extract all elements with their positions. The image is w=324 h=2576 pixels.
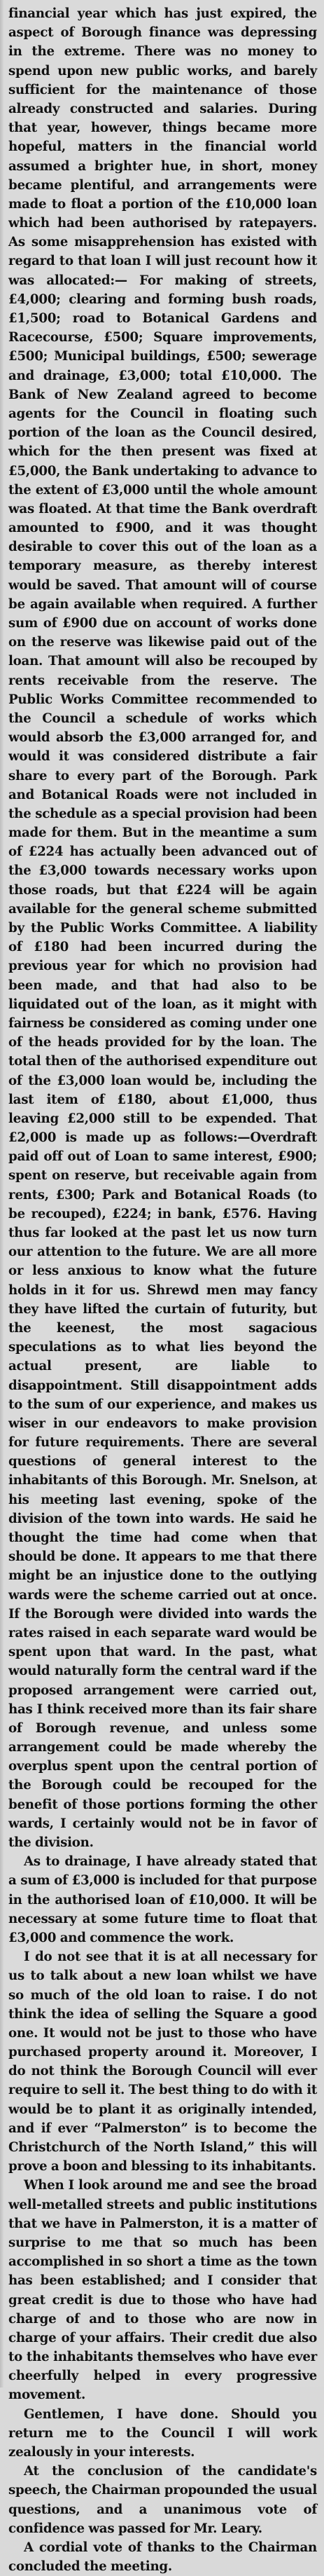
article-paragraph-vote: At the conclusion of the candidate's speech, the Chairman propounded the usual questions, and a unanimous vote of confidence was passed for Mr. Leary. (8, 2464, 317, 2536)
article-paragraph-thanks: A cordial vote of thanks to the Chairman concluded the meeting. (8, 2540, 317, 2575)
article-paragraph-drainage: As to drainage, I have already stated that a sum of £3,000 is included for that purpose in the authorised loan of £10,000. It will be necessary at some future time to float that £3,000 and commence the work. (8, 1854, 317, 1945)
article-paragraph-progress: When I look around me and see the broad well-metalled streets and public institutions that we have in Palmerston, it is a matter of surprise to me that so much has been accomplished in so short a time as the town has been established; and I consider that great credit is due to those who have had charge of and to those who are now in charge of your affairs. Their credit due also to the inhabitants themselves who have ever cheerfully helped in every progressive movement. (8, 2178, 317, 2403)
article-paragraph-square: I do not see that it is at all necessary for us to talk about a new loan whilst we have so much of the old loan to raise. I do not think the idea of selling the Square a good one. It would not be just to those who have purchased property around it. Moreover, I do not think the Borough Council will ever require to sell it. The best thing to do with it would be to plant it as originally intended, and if ever “Palmerston” is to become the Christchurch of the North Island,” this will prove a boon and blessing to its inhabitants. (8, 1950, 317, 2174)
article-paragraph-finance: financial year which has just expired, the aspect of Borough finance was depressing in the extreme. There was no money to spend upon new public works, and barely sufficient for the maintenance of those already constructed and salaries. During that year, however, things became more hopeful, matters in the financial world assumed a brighter hue, in short, money became plentiful, and arrangements were made to float a portion of the £10,000 loan which had been authorised by ratepayers. As some misapprehension has existed with regard to that loan I will just recount how it was allocated:— For making of streets, £4,000; clearing and forming bush roads, £1,500; road to Botanical Gardens and Racecourse, £500; Square improvements, £500; Municipal buildings, £500; sewerage and drainage, £3,000; total £10,000. The Bank of New Zealand agreed to become agents for the Council in floating such portion of the loan as the Council desired, which for the then present was fixed at £5,000, the Bank undertaking to advance to the extent of £3,000 until the whole amount was floated. At that time the Bank overdraft amounted to £900, and it was thought desirable to cover this out of the loan as a temporary measure, as thereby interest would be saved. That amount will of course be again available when required. A further sum of £900 due on account of works done on the reserve was likewise paid out of the loan. That amount will also be recouped by rents receivable from the reserve. The Public Works Committee recommended to the Council a schedule of works which would absorb the £3,000 arranged for, and would it was considered distribute a fair share to every part of the Borough. Park and Botanical Roads were not included in the schedule as a special provision had been made for them. But in the meantime a sum of £224 has actually been advanced out of the £3,000 towards necessary works upon those roads, but that £224 will be again available for the general scheme submitted by the Public Works Committee. A liability of £180 had been incurred during the previous year for which no provision had been made, and that had also to be liquidated out of the loan, as it might with fairness be considered as coming under one of the heads provided for by the loan. The total then of the authorised expenditure out of the £3,000 loan would be, including the last item of £180, about £1,000, thus leaving £2,000 still to be expended. That £2,000 is made up as follows:—Overdraft paid off out of Loan to same interest, £900; spent on reserve, but receivable again from rents, £300; Park and Botanical Roads (to be recouped), £224; in bank, £576. Having thus far looked at the past let us now turn our attention to the future. We are all more or less anxious to know what the future holds in it for us. Shrewd men may fancy they have lifted the curtain of futurity, but the keenest, the most sagacious speculations as to what lies beyond the actual present, are liable to disappointment. Still disappointment adds to the sum of our experience, and makes us wiser in our endeavors to make provision for future requirements. There are several questions of general interest to the inhabitants of this Borough. Mr. Snelson, at his meeting last evening, spoke of the division of the town into wards. He said he thought the time had come when that should be done. It appears to me that there might be an injustice done to the outlying wards were the scheme carried out at once. If the Borough were divided into wards the rates raised in each separate ward would be spent upon that ward. In the past, what would naturally form the central ward if the proposed arrangement were carried out, has I think received more than its fair share of Borough revenue, and unless some arrangement could be made whereby the overplus spent upon the central portion of the Borough could be recouped for the benefit of those portions forming the other wards, I certainly would not be in favor of the division. (8, 6, 317, 1850)
article-paragraph-closing: Gentlemen, I have done. Should you return me to the Council I will work zealously in your interests. (8, 2406, 317, 2460)
